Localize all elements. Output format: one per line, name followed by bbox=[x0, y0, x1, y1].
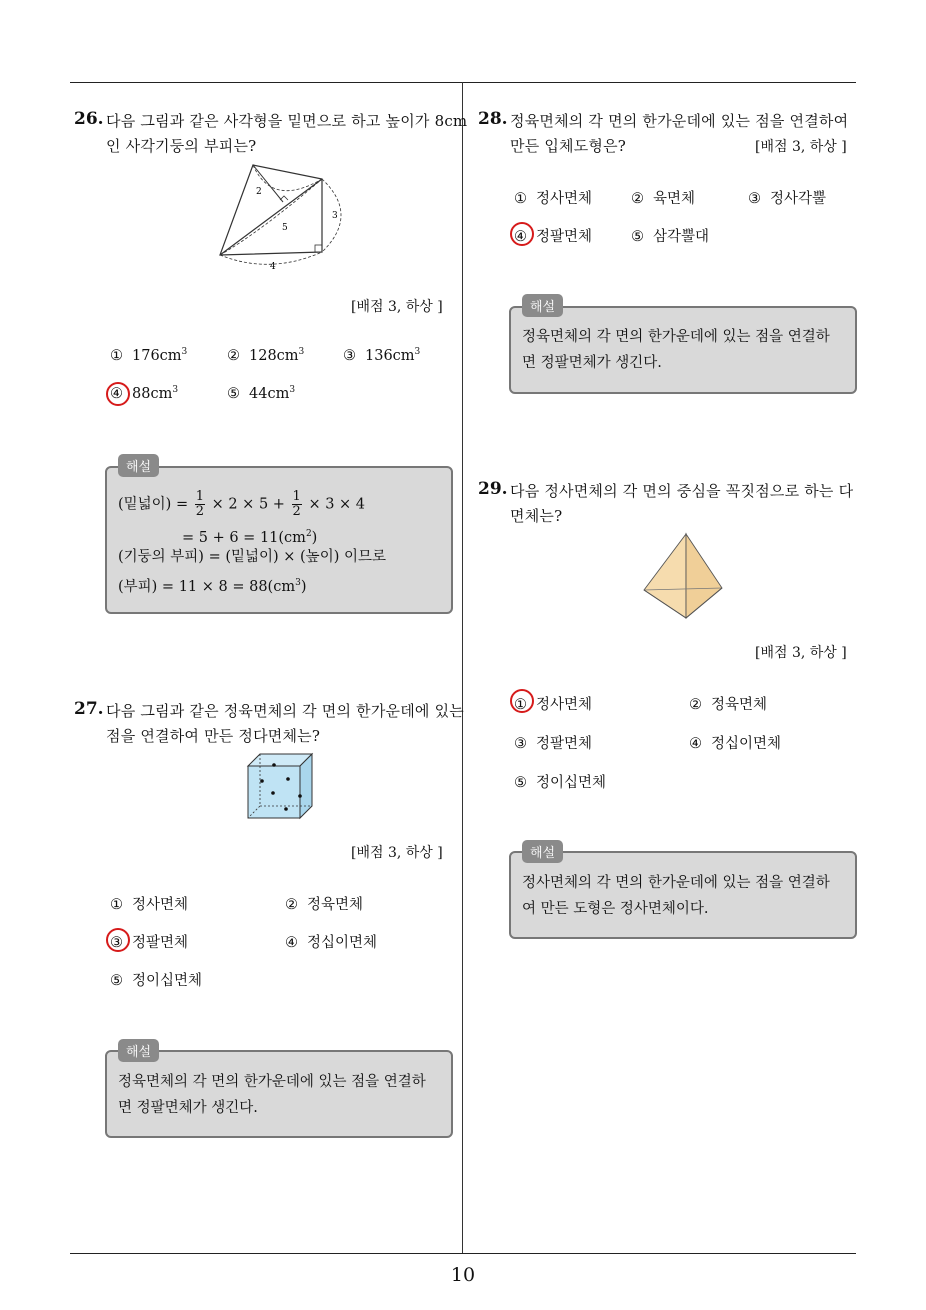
quadrilateral-figure bbox=[210, 160, 360, 275]
question-number-28: 28. bbox=[478, 109, 508, 129]
choice-exponent: 3 bbox=[181, 347, 188, 357]
question-29-text-line2: 면체는? bbox=[510, 507, 563, 525]
sol-text: = 5 + 6 = 11(cm bbox=[182, 529, 306, 546]
choice-text: 정사각뿔 bbox=[770, 191, 827, 207]
q27-choice-4[interactable] bbox=[285, 931, 377, 952]
column-divider bbox=[462, 82, 463, 1254]
q28-choice-3[interactable] bbox=[748, 187, 826, 208]
solution-tag-q27: 해설 bbox=[118, 1039, 159, 1062]
solution-q27-line2: 면 정팔면체가 생긴다. bbox=[118, 1100, 258, 1116]
choice-text: 정이십면체 bbox=[132, 973, 203, 989]
choice-marker: ⑤ bbox=[110, 973, 123, 989]
question-26-meta: [배점 3, 하상 ] bbox=[351, 299, 443, 315]
q29-choice-5[interactable] bbox=[514, 771, 606, 792]
choice-text: 정사면체 bbox=[536, 191, 593, 207]
fraction-numerator: 1 bbox=[195, 489, 204, 504]
sol-text: × 2 × 5 + bbox=[211, 496, 285, 513]
sol-exponent: 2 bbox=[305, 529, 312, 539]
q27-choice-1[interactable] bbox=[110, 893, 188, 914]
solution-q26-line1 bbox=[118, 490, 365, 519]
choice-marker: ④ bbox=[514, 229, 527, 245]
solution-q26-line3: (기둥의 부피) = (밑넓이) × (높이) 이므로 bbox=[118, 549, 386, 565]
choice-marker: ④ bbox=[689, 736, 702, 752]
answer-circle-q26 bbox=[106, 382, 130, 406]
question-26-text-line1: 다음 그림과 같은 사각형을 밑면으로 하고 높이가 8cm bbox=[106, 112, 468, 130]
answer-circle-q28 bbox=[510, 222, 534, 246]
choice-marker: ④ bbox=[285, 935, 298, 951]
choice-text: 정팔면체 bbox=[132, 935, 189, 951]
choice-text: 176cm bbox=[132, 347, 182, 364]
solution-tag-q29: 해설 bbox=[522, 840, 563, 863]
choice-text: 44cm bbox=[249, 385, 290, 402]
q29-choice-2[interactable] bbox=[689, 693, 767, 714]
choice-marker: ③ bbox=[110, 935, 123, 951]
sol-exponent: 3 bbox=[295, 578, 301, 588]
choice-marker: ④ bbox=[110, 385, 123, 402]
solution-q26-line4 bbox=[118, 570, 307, 600]
q26-choice-1[interactable] bbox=[110, 347, 187, 364]
sol-text: (밑넓이) = bbox=[118, 496, 189, 513]
question-27-text-line2: 점을 연결하여 만든 정다면체는? bbox=[106, 727, 321, 745]
q27-choice-5[interactable] bbox=[110, 969, 202, 990]
question-29-meta: [배점 3, 하상 ] bbox=[755, 645, 847, 661]
choice-marker: ② bbox=[689, 697, 702, 713]
choice-text: 정사면체 bbox=[132, 897, 189, 913]
question-29-text-line1: 다음 정사면체의 각 면의 중심을 꼭짓점으로 하는 다 bbox=[510, 482, 854, 500]
choice-exponent: 3 bbox=[172, 385, 179, 395]
tetrahedron-figure bbox=[640, 530, 730, 622]
question-number-29: 29. bbox=[478, 479, 508, 499]
choice-marker: ⑤ bbox=[227, 385, 240, 402]
top-rule bbox=[70, 82, 856, 83]
q26-choice-2[interactable] bbox=[227, 347, 304, 364]
question-26-text-line2: 인 사각기둥의 부피는? bbox=[106, 137, 257, 155]
solution-q28-line2: 면 정팔면체가 생긴다. bbox=[522, 355, 662, 371]
question-28-text-line2: 만든 입체도형은? bbox=[510, 137, 627, 155]
choice-exponent: 3 bbox=[298, 347, 305, 357]
choice-text: 정팔면체 bbox=[536, 736, 593, 752]
solution-q29-line1: 정사면체의 각 면의 한가운데에 있는 점을 연결하 bbox=[522, 875, 830, 891]
choice-marker: ⑤ bbox=[631, 229, 644, 245]
choice-text: 정육면체 bbox=[711, 697, 768, 713]
choice-text: 정팔면체 bbox=[536, 229, 593, 245]
answer-circle-q29 bbox=[510, 689, 534, 713]
question-number-26: 26. bbox=[74, 109, 104, 129]
choice-text: 136cm bbox=[365, 347, 415, 364]
fraction-denominator: 2 bbox=[195, 504, 204, 519]
question-27-text-line1: 다음 그림과 같은 정육면체의 각 면의 한가운데에 있는 bbox=[106, 702, 464, 720]
q29-choice-3[interactable] bbox=[514, 732, 592, 753]
choice-marker: ① bbox=[110, 347, 123, 364]
choice-text: 정육면체 bbox=[307, 897, 364, 913]
choice-text: 88cm bbox=[132, 385, 173, 402]
choice-marker: ③ bbox=[514, 736, 527, 752]
figure-label-3: 3 bbox=[332, 211, 338, 221]
choice-marker: ③ bbox=[343, 347, 356, 364]
choice-exponent: 3 bbox=[414, 347, 421, 357]
figure-label-2: 2 bbox=[256, 187, 262, 197]
solution-q29-line2: 여 만든 도형은 정사면체이다. bbox=[522, 901, 709, 917]
question-28-text-line1: 정육면체의 각 면의 한가운데에 있는 점을 연결하여 bbox=[510, 112, 849, 130]
choice-marker: ① bbox=[110, 897, 123, 913]
choice-marker: ② bbox=[227, 347, 240, 364]
sol-text: ) bbox=[311, 529, 318, 546]
question-number-27: 27. bbox=[74, 699, 104, 719]
choice-text: 육면체 bbox=[653, 191, 696, 207]
q28-choice-1[interactable] bbox=[514, 187, 592, 208]
sol-text: (부피) = 11 × 8 = 88(cm bbox=[118, 578, 296, 595]
choice-text: 정이십면체 bbox=[536, 775, 607, 791]
q28-choice-5[interactable] bbox=[631, 225, 709, 246]
fraction-denominator: 2 bbox=[292, 504, 301, 519]
q27-choice-2[interactable] bbox=[285, 893, 363, 914]
q29-choice-4[interactable] bbox=[689, 732, 781, 753]
question-27-meta: [배점 3, 하상 ] bbox=[351, 845, 443, 861]
choice-marker: ① bbox=[514, 697, 527, 713]
choice-text: 128cm bbox=[249, 347, 299, 364]
question-28-meta: [배점 3, 하상 ] bbox=[755, 139, 847, 155]
cube-figure bbox=[240, 748, 320, 822]
figure-label-4: 4 bbox=[270, 262, 276, 272]
choice-marker: ③ bbox=[748, 191, 761, 207]
choice-marker: ② bbox=[285, 897, 298, 913]
solution-q27-line1: 정육면체의 각 면의 한가운데에 있는 점을 연결하 bbox=[118, 1074, 426, 1090]
fraction bbox=[195, 490, 205, 519]
answer-circle-q27 bbox=[106, 928, 130, 952]
solution-tag-q28: 해설 bbox=[522, 294, 563, 317]
page-number: 10 bbox=[450, 1264, 476, 1286]
choice-text: 정십이면체 bbox=[711, 736, 782, 752]
q26-choice-5[interactable] bbox=[227, 385, 295, 402]
fraction-numerator: 1 bbox=[292, 489, 301, 504]
q26-choice-3[interactable] bbox=[343, 347, 420, 364]
choice-text: 정십이면체 bbox=[307, 935, 378, 951]
solution-tag-q26: 해설 bbox=[118, 454, 159, 477]
figure-label-5: 5 bbox=[282, 223, 288, 233]
choice-exponent: 3 bbox=[289, 385, 296, 395]
q28-choice-2[interactable] bbox=[631, 187, 695, 208]
choice-marker: ⑤ bbox=[514, 775, 527, 791]
choice-marker: ① bbox=[514, 191, 527, 207]
choice-text: 정사면체 bbox=[536, 697, 593, 713]
sol-text: × 3 × 4 bbox=[308, 496, 366, 513]
choice-text: 삼각뿔대 bbox=[653, 229, 710, 245]
sol-text: ) bbox=[300, 578, 307, 595]
solution-q28-line1: 정육면체의 각 면의 한가운데에 있는 점을 연결하 bbox=[522, 329, 830, 345]
fraction bbox=[292, 490, 302, 519]
choice-marker: ② bbox=[631, 191, 644, 207]
bottom-rule bbox=[70, 1253, 856, 1254]
